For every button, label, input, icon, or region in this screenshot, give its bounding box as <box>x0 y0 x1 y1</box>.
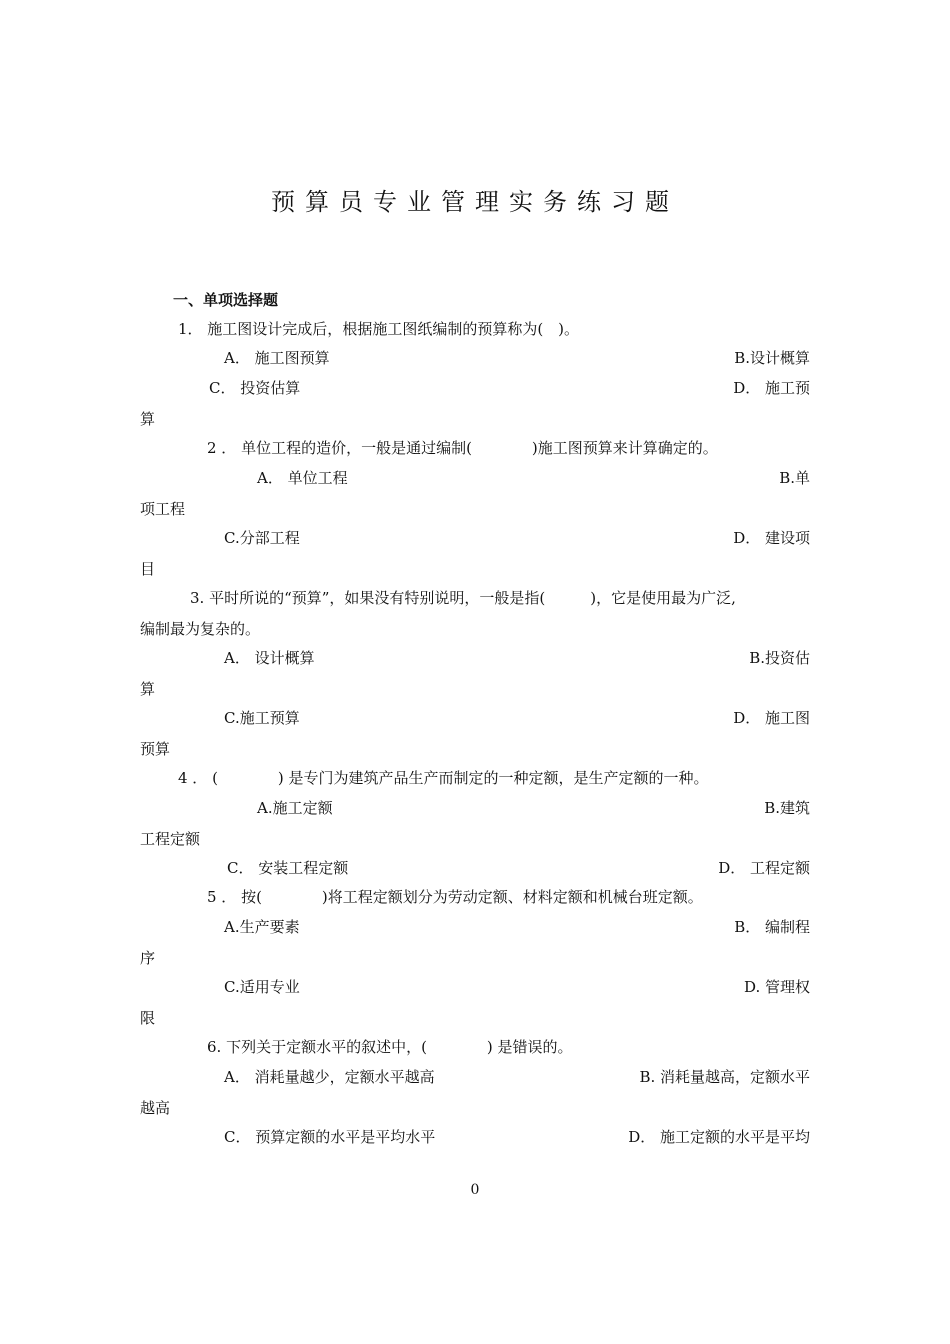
q3-option-c: C.施工预算 <box>224 709 300 727</box>
question-6: 6. 下列关于定额水平的叙述中，( ) 是错误的。 <box>207 1038 573 1056</box>
q5-option-a: A.生产要素 <box>224 918 300 936</box>
q6-option-c: C． 预算定额的水平是平均水平 <box>224 1128 436 1146</box>
q3-option-d-wrap: 预算 <box>140 740 171 758</box>
q5-option-b: B． 编制程 <box>734 918 810 936</box>
question-3: 3. 平时所说的“预算”，如果没有特别说明，一般是指( )，它是使用最为广泛, <box>190 589 736 607</box>
q5-option-d: D. 管理权 <box>743 978 810 996</box>
q5-option-d-wrap: 限 <box>140 1009 156 1027</box>
q4-option-d: D． 工程定额 <box>718 859 810 877</box>
q2-option-b: B.单 <box>779 469 810 487</box>
q1-option-c: C． 投资估算 <box>209 379 301 397</box>
q4-option-a: A.施工定额 <box>257 799 333 817</box>
q6-option-b-wrap: 越高 <box>140 1099 171 1117</box>
q1-option-d: D． 施工预 <box>733 379 810 397</box>
q1-option-b: B.设计概算 <box>734 349 810 367</box>
q2-option-d-wrap: 目 <box>140 560 156 578</box>
q6-option-b: B. 消耗量越高，定额水平 <box>639 1068 810 1086</box>
question-2: 2 ． 单位工程的造价，一般是通过编制( )施工图预算来计算确定的。 <box>207 439 718 457</box>
q2-option-c: C.分部工程 <box>224 529 300 547</box>
q4-option-b-wrap: 工程定额 <box>140 830 201 848</box>
q1-option-d-wrap: 算 <box>140 410 156 428</box>
q3-option-b: B.投资估 <box>749 649 810 667</box>
q2-option-a: A． 单位工程 <box>257 469 348 487</box>
q2-option-b-wrap: 项工程 <box>140 500 186 518</box>
q5-option-c: C.适用专业 <box>224 978 300 996</box>
q6-option-d: D． 施工定额的水平是平均 <box>628 1128 810 1146</box>
question-3-wrap: 编制最为复杂的。 <box>140 620 261 638</box>
q2-option-d: D． 建设项 <box>733 529 810 547</box>
q1-option-a: A． 施工图预算 <box>224 349 330 367</box>
question-5: 5 ． 按( )将工程定额划分为劳动定额、材料定额和机械台班定额。 <box>207 888 703 906</box>
q5-option-b-wrap: 序 <box>140 949 156 967</box>
q3-option-d: D． 施工图 <box>733 709 810 727</box>
q6-option-a: A． 消耗量越少，定额水平越高 <box>224 1068 435 1086</box>
q3-option-b-wrap: 算 <box>140 680 156 698</box>
page-number: 0 <box>470 1182 480 1198</box>
question-4: 4 ． ( ) 是专门为建筑产品生产而制定的一种定额，是生产定额的一种。 <box>178 769 709 787</box>
question-1: 1． 施工图设计完成后，根据施工图纸编制的预算称为( )。 <box>178 320 580 338</box>
q3-option-a: A． 设计概算 <box>224 649 315 667</box>
section-heading: 一、单项选择题 <box>173 291 279 309</box>
q4-option-b: B.建筑 <box>764 799 810 817</box>
q4-option-c: C． 安装工程定额 <box>227 859 349 877</box>
page-title: 预算员专业管理实务练习题 <box>271 188 679 216</box>
